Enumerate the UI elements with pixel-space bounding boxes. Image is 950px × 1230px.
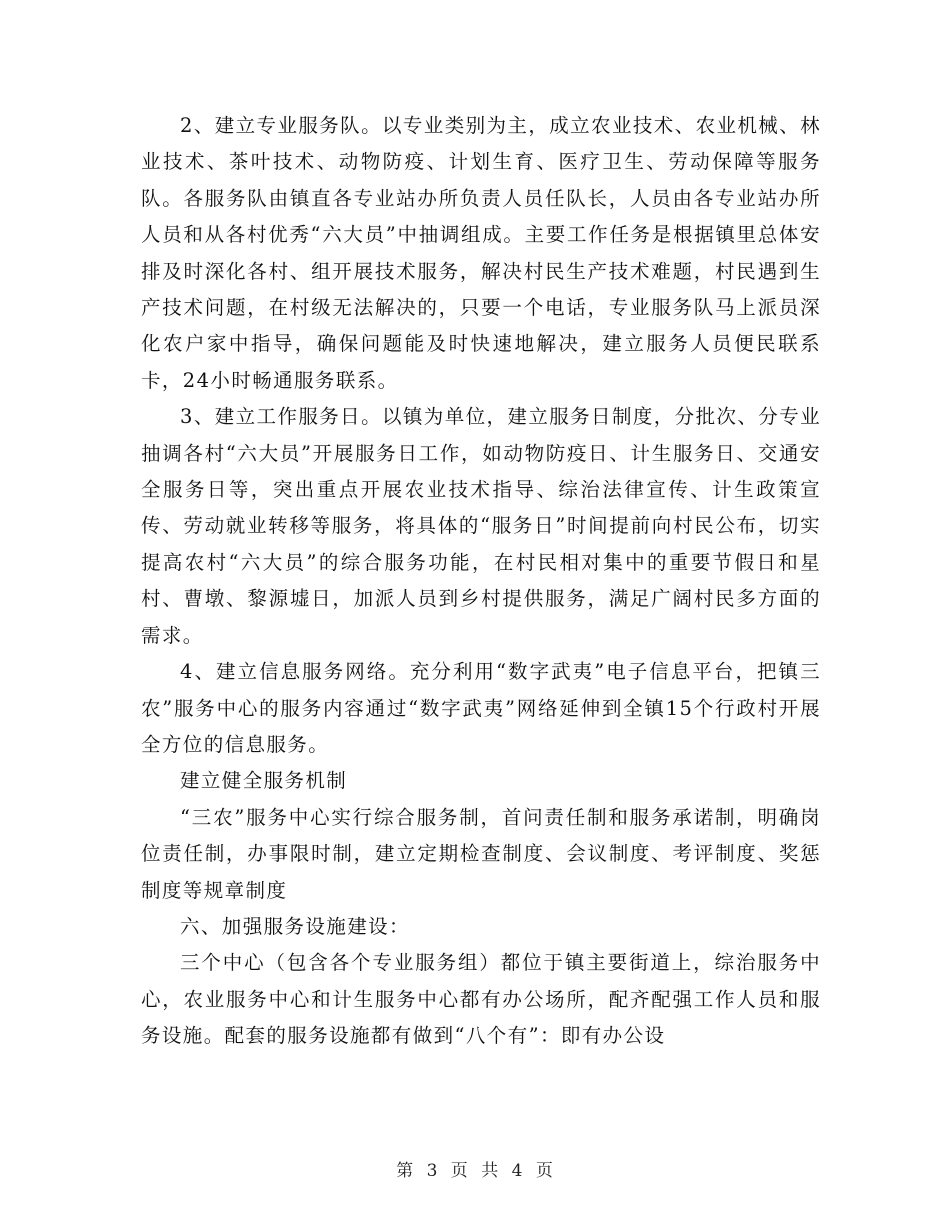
section-heading-facilities: 六、加强服务设施建设：	[180, 914, 410, 938]
paragraph-mechanism: “三农”服务中心实行综合服务制，首问责任制和服务承诺制，明确岗位责任制，办事限时制，建立定期检查制度、会议制度、考评制度、奖惩制度等规章制度	[141, 805, 821, 902]
document-body	[141, 108, 821, 1055]
paragraph-facilities: 三个中心（包含各个专业服务组）都位于镇主要街道上，综治服务中心，农业服务中心和计生服务中心都有办公场所，配齐配强工作人员和服务设施。配套的服务设施都有做到“八个有”：即有办公设	[141, 951, 821, 1048]
page-footer: 第 3 页 共 4 页	[396, 1161, 554, 1181]
paragraph-service-teams: 2、建立专业服务队。以专业类别为主，成立农业技术、农业机械、林业技术、茶叶技术、动物防疫、计划生育、医疗卫生、劳动保障等服务队。各服务队由镇直各专业站办所负责人员任队长，人员由各专业站办所人员和从各村优秀“六大员”中抽调组成。主要工作任务是根据镇里总体安排及时深化各村、组开展技术服务，解决村民生产技术难题，村民遇到生产技术问题，在村级无法解决的，只要一个电话，专业服务队马上派员深化农户家中指导，确保问题能及时快速地解决，建立服务人员便民联系卡，24小时畅通服务联系。	[141, 114, 821, 392]
section-heading-mechanism: 建立健全服务机制	[180, 769, 348, 793]
paragraph-service-day: 3、建立工作服务日。以镇为单位，建立服务日制度，分批次、分专业抽调各村“六大员”开展服务日工作，如动物防疫日、计生服务日、交通安全服务日等，突出重点开展农业技术指导、综治法律宣传、计生政策宣传、劳动就业转移等服务，将具体的“服务日”时间提前向村民公布，切实提高农村“六大员”的综合服务功能，在村民相对集中的重要节假日和星村、曹墩、黎源墟日，加派人员到乡村提供服务，满足广阔村民多方面的需求。	[141, 405, 821, 647]
paragraph-info-network: 4、建立信息服务网络。充分利用“数字武夷”电子信息平台，把镇三农”服务中心的服务内容通过“数字武夷”网络延伸到全镇15个行政村开展全方位的信息服务。	[141, 660, 821, 756]
